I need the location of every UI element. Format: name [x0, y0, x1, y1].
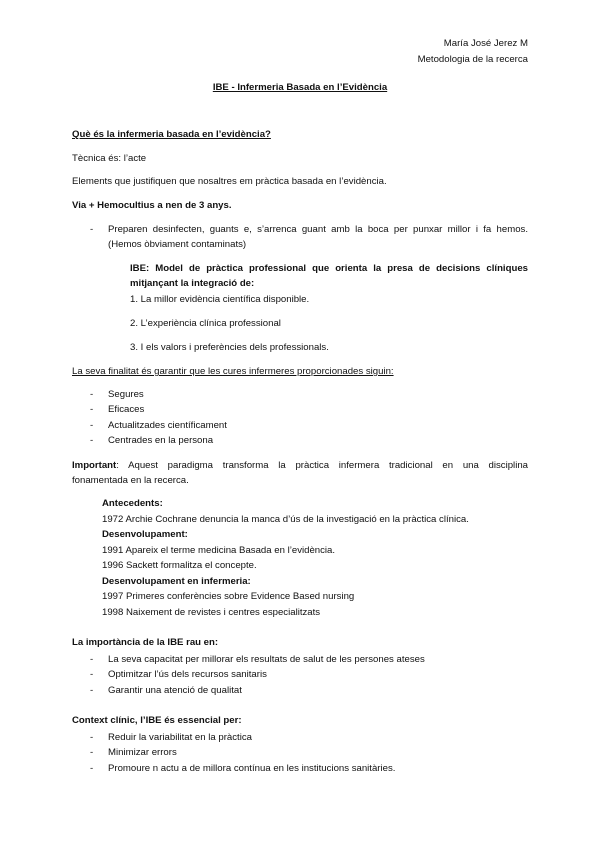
importancia-heading: La importància de la IBE rau en:	[72, 637, 219, 648]
finalitat-item: Centrades en la persona	[108, 435, 214, 446]
case-heading: Via + Hemocultius a nen de 3 anys.	[72, 200, 232, 211]
ibe-point-1: 1. La millor evidència científica disponible.	[130, 294, 310, 305]
antecedents-label: Antecedents:	[102, 498, 163, 509]
desenvolupament-1996: 1996 Sackett formalitza el concepte.	[102, 560, 257, 571]
important-line-1	[72, 460, 528, 472]
context-heading: Context clínic, l’IBE és essencial per:	[72, 715, 242, 726]
bullet-dash: -	[90, 404, 94, 415]
question-heading: Què és la infermeria basada en l’evidència?	[72, 129, 271, 140]
important-label: Important	[72, 460, 117, 471]
bullet-dash: -	[90, 669, 94, 680]
importancia-item: Optimitzar l’ús dels recursos sanitaris	[108, 669, 267, 680]
antecedents-1972: 1972 Archie Cochrane denuncia la manca d’ús de la investigació en la pràctica clínica.	[102, 514, 469, 525]
bullet-dash: -	[90, 747, 94, 758]
important-line-2: fonamentada en la recerca.	[72, 475, 189, 486]
bullet-dash: -	[90, 732, 94, 743]
infermeria-1997: 1997 Primeres conferències sobre Evidence Based nursing	[102, 591, 355, 602]
tecnica-line: Tècnica és: l’acte	[72, 153, 147, 164]
ibe-definition-line-1: IBE: Model de pràctica professional que orienta la presa de decisions clíniques	[130, 263, 528, 274]
bullet-dash: -	[90, 435, 94, 446]
ibe-definition-line-2: mitjançant la integració de:	[130, 278, 255, 289]
context-item: Reduir la variabilitat en la pràctica	[108, 732, 252, 743]
importancia-item: Garantir una atenció de qualitat	[108, 685, 242, 696]
case-dash: -	[90, 224, 94, 235]
bullet-dash: -	[90, 420, 94, 431]
elements-line: Elements que justifiquen que nosaltres em pràctica basada en l’evidència.	[72, 176, 387, 187]
case-line-1: Preparen desinfecten, guants e, s’arrenca guant amb la boca per punxar millor i fa hemos.	[108, 224, 528, 235]
course-name: Metodologia de la recerca	[417, 54, 528, 65]
ibe-point-3: 3. I els valors i preferències dels professionals.	[130, 342, 329, 353]
bullet-dash: -	[90, 389, 94, 400]
ibe-point-2: 2. L’experiència clínica professional	[130, 318, 281, 329]
context-item: Promoure n actu a de millora contínua en les institucions sanitàries.	[108, 763, 396, 774]
finalitat-item: Segures	[108, 389, 144, 400]
bullet-dash: -	[90, 685, 94, 696]
importancia-item: La seva capacitat per millorar els resultats de salut de les persones ateses	[108, 654, 425, 665]
author-name: María José Jerez M	[443, 38, 528, 49]
case-line-2: (Hemos òbviament contaminats)	[108, 239, 247, 250]
finalitat-heading: La seva finalitat és garantir que les cures infermeres proporcionades siguin:	[72, 366, 394, 377]
bullet-dash: -	[90, 654, 94, 665]
infermeria-1998: 1998 Naixement de revistes i centres especialitzats	[102, 607, 321, 618]
document-title: IBE - Infermeria Basada en l’Evidència	[212, 82, 388, 93]
bullet-dash: -	[90, 763, 94, 774]
finalitat-item: Actualitzades científicament	[108, 420, 227, 431]
finalitat-item: Eficaces	[108, 404, 145, 415]
infermeria-label: Desenvolupament en infermeria:	[102, 576, 251, 587]
context-item: Minimizar errors	[108, 747, 177, 758]
desenvolupament-1991: 1991 Apareix el terme medicina Basada en l’evidència.	[102, 545, 336, 556]
important-text: : Aquest paradigma transforma la pràctica infermera tradicional en una disciplina	[116, 460, 528, 471]
desenvolupament-label: Desenvolupament:	[102, 529, 188, 540]
